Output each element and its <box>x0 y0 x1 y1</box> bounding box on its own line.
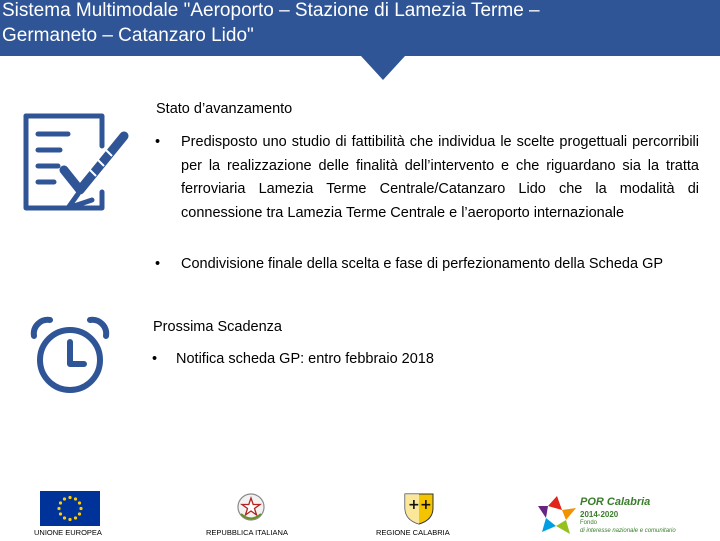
svg-text:+: + <box>420 497 432 513</box>
status-bullet-text: Predisposto uno studio di fattibilità che individua le scelte progettuali percorribili per la realizzazione delle finalità dell’intervento e che riguardano sia la tratta ferroviaria Lamezia Terme Centrale/Catanzaro Lido che la modalità di connessione tra Lamezia Terme Centrale e l’aeroporto internazionale <box>181 134 699 221</box>
page-title: Sistema Multimodale "Aeroporto – Stazione di Lamezia Terme – Germaneto – Catanzaro Lido" <box>2 0 540 46</box>
eu-label: UNIONE EUROPEA <box>34 528 102 537</box>
por-calabria-tagline-2: di interesse nazionale e comunitario <box>580 528 676 534</box>
por-calabria-tagline: Fondo <box>580 520 598 526</box>
status-heading: Stato d’avanzamento <box>156 101 293 117</box>
bullet-marker: • <box>155 134 161 150</box>
status-bullet-1 <box>155 131 699 225</box>
status-bullet-2 <box>155 253 699 277</box>
deadline-bullet-1 <box>152 348 552 372</box>
eu-flag-logo <box>40 491 100 531</box>
calabria-region-emblem <box>401 490 437 531</box>
deadline-bullet-text: Notifica scheda GP: entro febbraio 2018 <box>176 351 434 367</box>
italian-republic-emblem <box>236 490 266 529</box>
svg-text:+: + <box>408 497 420 513</box>
calabria-label: REGIONE CALABRIA <box>376 528 450 537</box>
italy-label: REPUBBLICA ITALIANA <box>206 528 288 537</box>
status-bullet-text: Condivisione finale della scelta e fase di perfezionamento della Scheda GP <box>181 256 664 272</box>
por-calabria-years: 2014-2020 <box>580 510 619 519</box>
por-calabria-title: POR Calabria <box>580 496 651 508</box>
bullet-marker: • <box>152 351 158 367</box>
checklist-document-icon <box>20 108 130 218</box>
deadline-heading: Prossima Scadenza <box>153 319 282 335</box>
title-bar <box>0 0 720 56</box>
por-calabria-logo <box>536 494 578 541</box>
title-pointer <box>361 56 405 80</box>
alarm-clock-icon <box>28 314 112 398</box>
bullet-marker: • <box>155 256 161 272</box>
